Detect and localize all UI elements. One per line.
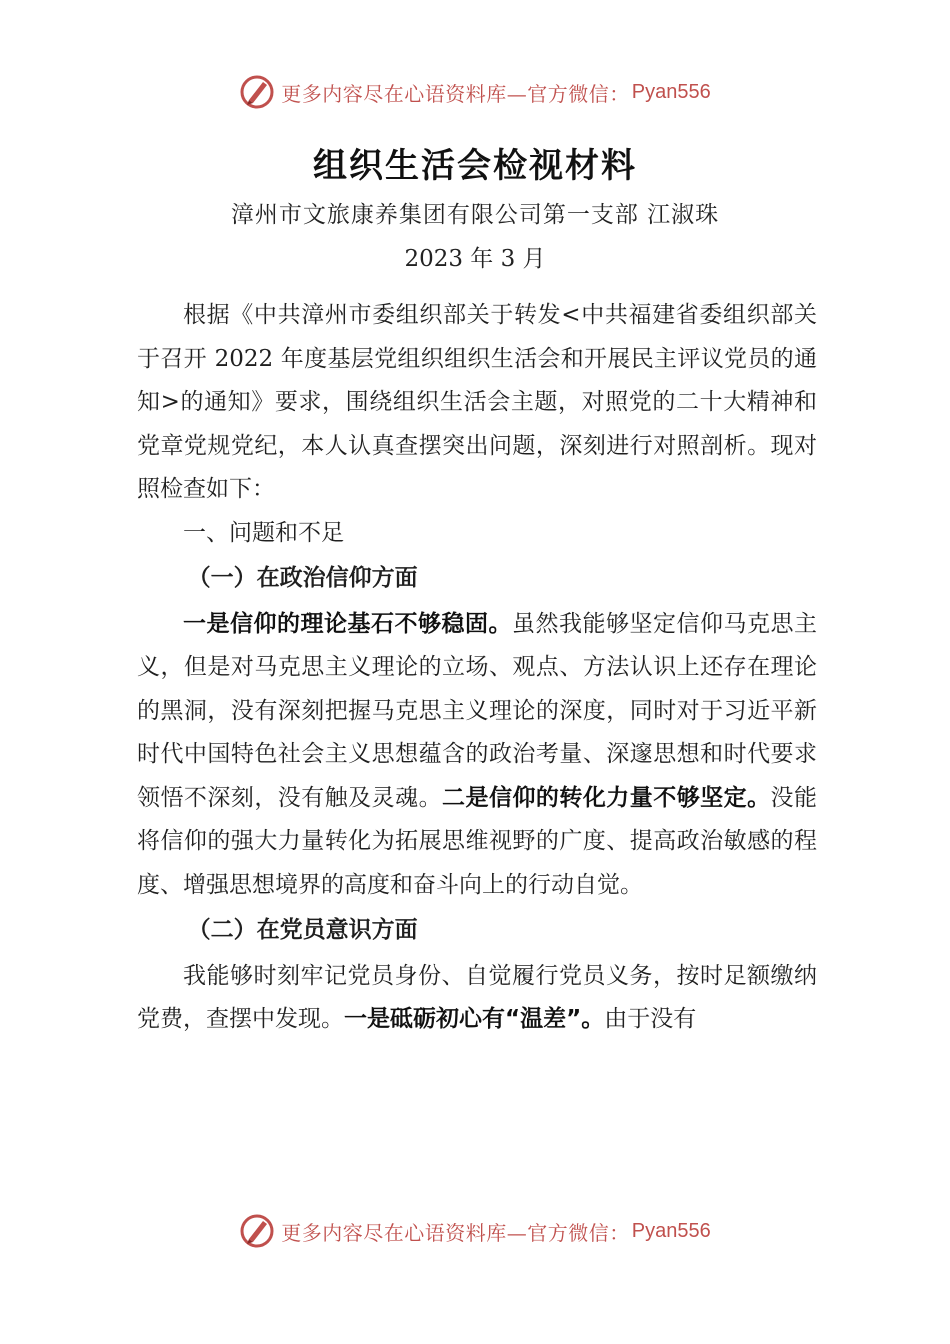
watermark-header [0, 74, 950, 110]
paragraph-party-awareness [137, 955, 817, 1042]
watermark-text: 更多内容尽在心语资料库—官方微信： [281, 1220, 630, 1245]
author-line: 漳州市文旅康养集团有限公司第一支部 江淑珠 [230, 202, 720, 228]
subsection-heading-political-belief: （一）在政治信仰方面 [187, 565, 418, 591]
document-title: 组织生活会检视材料 [313, 146, 637, 186]
point-1-text: 虽然我能够坚定信仰马克思主义，但是对马克思主义理论的立场、观点、方法认识上还存在理论的黑洞，没有深刻把握马克思主义理论的深度，同时对于习近平新时代中国特色社会主义思想蕴含的政治考量、深邃思想和时代要求领悟不深刻，没有触及灵魂。 [137, 610, 817, 811]
subsection-heading-party-awareness: （二）在党员意识方面 [187, 917, 418, 943]
intro-paragraph: 根据《中共漳州市委组织部关于转发<中共福建省委组织部关于召开 2022 年度基层党组织组织生活会和开展民主评议党员的通知>的通知》要求，围绕组织生活会主题，对照党的二十大精神和党章党规党纪，本人认真查摆突出问题，深刻进行对照剖析。现对照检查如下： [137, 302, 817, 502]
watermark-wechat-id: Pyan556 [631, 80, 711, 103]
watermark-wechat-id: Pyan556 [631, 1219, 711, 1242]
paragraph-political-belief [137, 603, 817, 908]
watermark-text: 更多内容尽在心语资料库—官方微信： [281, 81, 630, 106]
document-body [137, 294, 817, 1042]
pen-logo-icon [239, 74, 275, 110]
date-line: 2023 年 3 月 [404, 246, 546, 272]
bold-point-1: 一是信仰的理论基石不够稳固。 [183, 610, 512, 637]
pen-logo-icon [239, 1213, 275, 1249]
section-heading-problems: 一、问题和不足 [183, 519, 344, 546]
watermark-footer [0, 1213, 950, 1249]
awareness-continued-text: 由于没有 [604, 1006, 697, 1032]
awareness-intro-text: 我能够时刻牢记党员身份、自觉履行党员义务，按时足额缴纳党费，查摆中发现。 [137, 962, 817, 1032]
bold-point-awareness-1: 一是砥砺初心有“温差”。 [344, 1006, 605, 1032]
point-2-text: 没能将信仰的强大力量转化为拓展思维视野的广度、提高政治敏感的程度、增强思想境界的高度和奋斗向上的行动自觉。 [137, 784, 818, 898]
bold-point-2: 二是信仰的转化力量不够坚定。 [442, 784, 771, 811]
